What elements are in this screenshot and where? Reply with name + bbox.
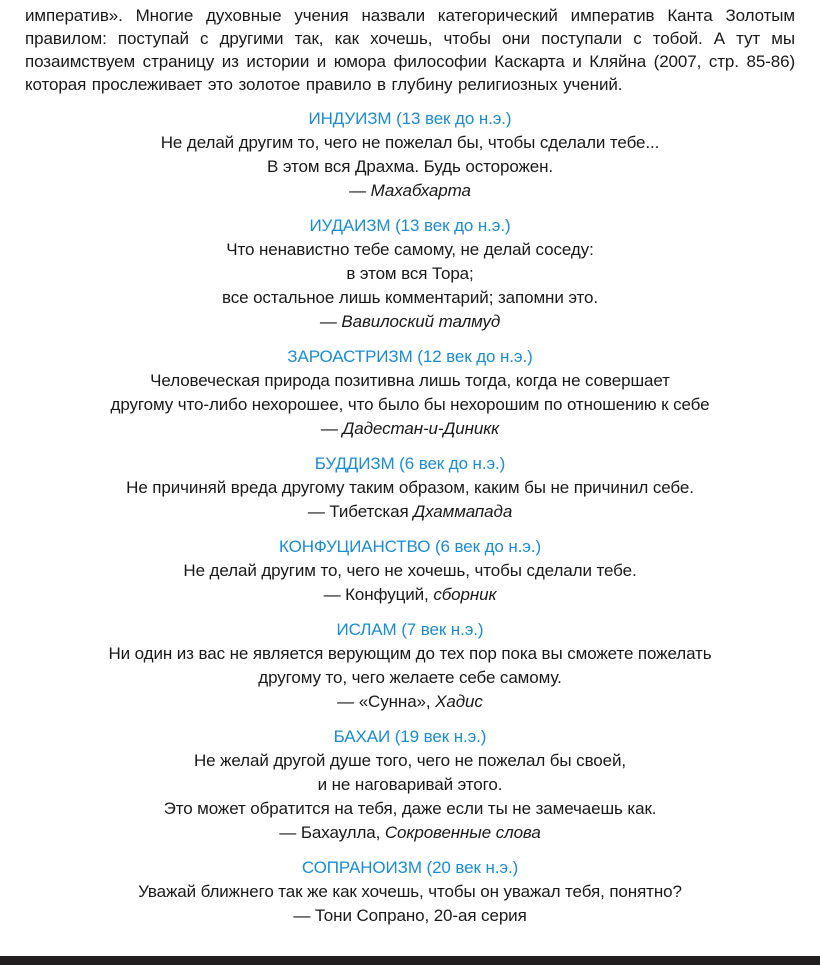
attribution-source: Хадис	[435, 692, 483, 711]
quote-line: Уважай ближнего так же как хочешь, чтобы он уважал тебя, понятно?	[138, 882, 682, 901]
religion-section	[25, 452, 795, 524]
attribution-text: — Тони Сопрано, 20-ая серия	[293, 906, 527, 925]
attribution-text: — Бахаулла,	[279, 823, 385, 842]
quote-line: В этом вся Драхма. Будь осторожен.	[266, 157, 554, 176]
religion-section	[25, 535, 795, 607]
section-heading: БАХАИ (19 век н.э.)	[333, 727, 487, 746]
religion-section	[25, 856, 795, 928]
section-heading: ИУДАИЗМ (13 век до н.э.)	[309, 216, 511, 235]
attribution-line	[25, 583, 795, 607]
attribution-source: — Дадестан-и-Диникк	[320, 419, 500, 438]
attribution-source: сборник	[433, 585, 497, 604]
quote-line: в этом вся Тора;	[346, 264, 474, 283]
section-heading: БУДДИЗМ (6 век до н.э.)	[314, 454, 506, 473]
attribution-line	[25, 417, 795, 441]
sections	[25, 107, 795, 928]
attribution-line	[25, 821, 795, 845]
section-heading: ИСЛАМ (7 век н.э.)	[336, 620, 484, 639]
quote-line: другому то, чего желаете себе самому.	[258, 668, 562, 687]
attribution-source: — Вавилоский талмуд	[319, 312, 501, 331]
section-heading: КОНФУЦИАНСТВО (6 век до н.э.)	[278, 537, 542, 556]
quote-line: Не желай другой душе того, чего не пожелал бы своей,	[193, 751, 627, 770]
religion-section	[25, 345, 795, 441]
religion-section	[25, 725, 795, 845]
intro-paragraph: императив». Многие духовные учения назвали категорический императив Канта Золотым правилом: поступай с другими так, как хочешь, чтобы они поступали с тобой. А тут мы позаимствуем страницу из истории и юмора философии Каскарта и Кляйна (2007, стр. 85-86) которая прослеживает это золотое правило в глубину религиозных учений.	[25, 6, 795, 94]
quote-line: Что ненавистно тебе самому, не делай соседу:	[226, 240, 594, 259]
page-bottom-border	[0, 956, 820, 965]
attribution-text: — «Сунна»,	[337, 692, 436, 711]
quote-line: Не причиняй вреда другому таким образом, каким бы не причинил себе.	[126, 478, 694, 497]
section-heading: ЗАРОАСТРИЗМ (12 век до н.э.)	[287, 347, 533, 366]
attribution-source: Сокровенные слова	[384, 823, 541, 842]
attribution-line	[25, 690, 795, 714]
religion-section	[25, 214, 795, 334]
quote-line: Не делай другим то, чего не пожелал бы, чтобы сделали тебе...	[160, 133, 660, 152]
attribution-text: — Конфуций,	[323, 585, 434, 604]
religion-section	[25, 618, 795, 714]
quote-line: и не наговаривай этого.	[317, 775, 503, 794]
attribution-line	[25, 179, 795, 203]
attribution-line	[25, 904, 795, 928]
quote-line: Ни один из вас не является верующим до тех пор пока вы сможете пожелать	[108, 644, 712, 663]
quote-line: другому что-либо нехорошее, что было бы нехорошим по отношению к себе	[110, 395, 710, 414]
quote-line: Человеческая природа позитивна лишь тогда, когда не совершает	[150, 371, 670, 390]
quote-line: Не делай другим то, чего не хочешь, чтобы сделали тебе.	[183, 561, 637, 580]
religion-section	[25, 107, 795, 203]
quote-line: Это может обратится на тебя, даже если ты не замечаешь как.	[163, 799, 657, 818]
quote-line: все остальное лишь комментарий; запомни это.	[221, 288, 599, 307]
attribution-source: Дхаммапада	[413, 502, 513, 521]
section-heading: ИНДУИЗМ (13 век до н.э.)	[308, 109, 512, 128]
section-heading: СОПРАНОИЗМ (20 век н.э.)	[301, 858, 519, 877]
attribution-source: — Махабхарта	[349, 181, 471, 200]
attribution-text: — Тибетская	[307, 502, 414, 521]
attribution-line	[25, 310, 795, 334]
attribution-line	[25, 500, 795, 524]
